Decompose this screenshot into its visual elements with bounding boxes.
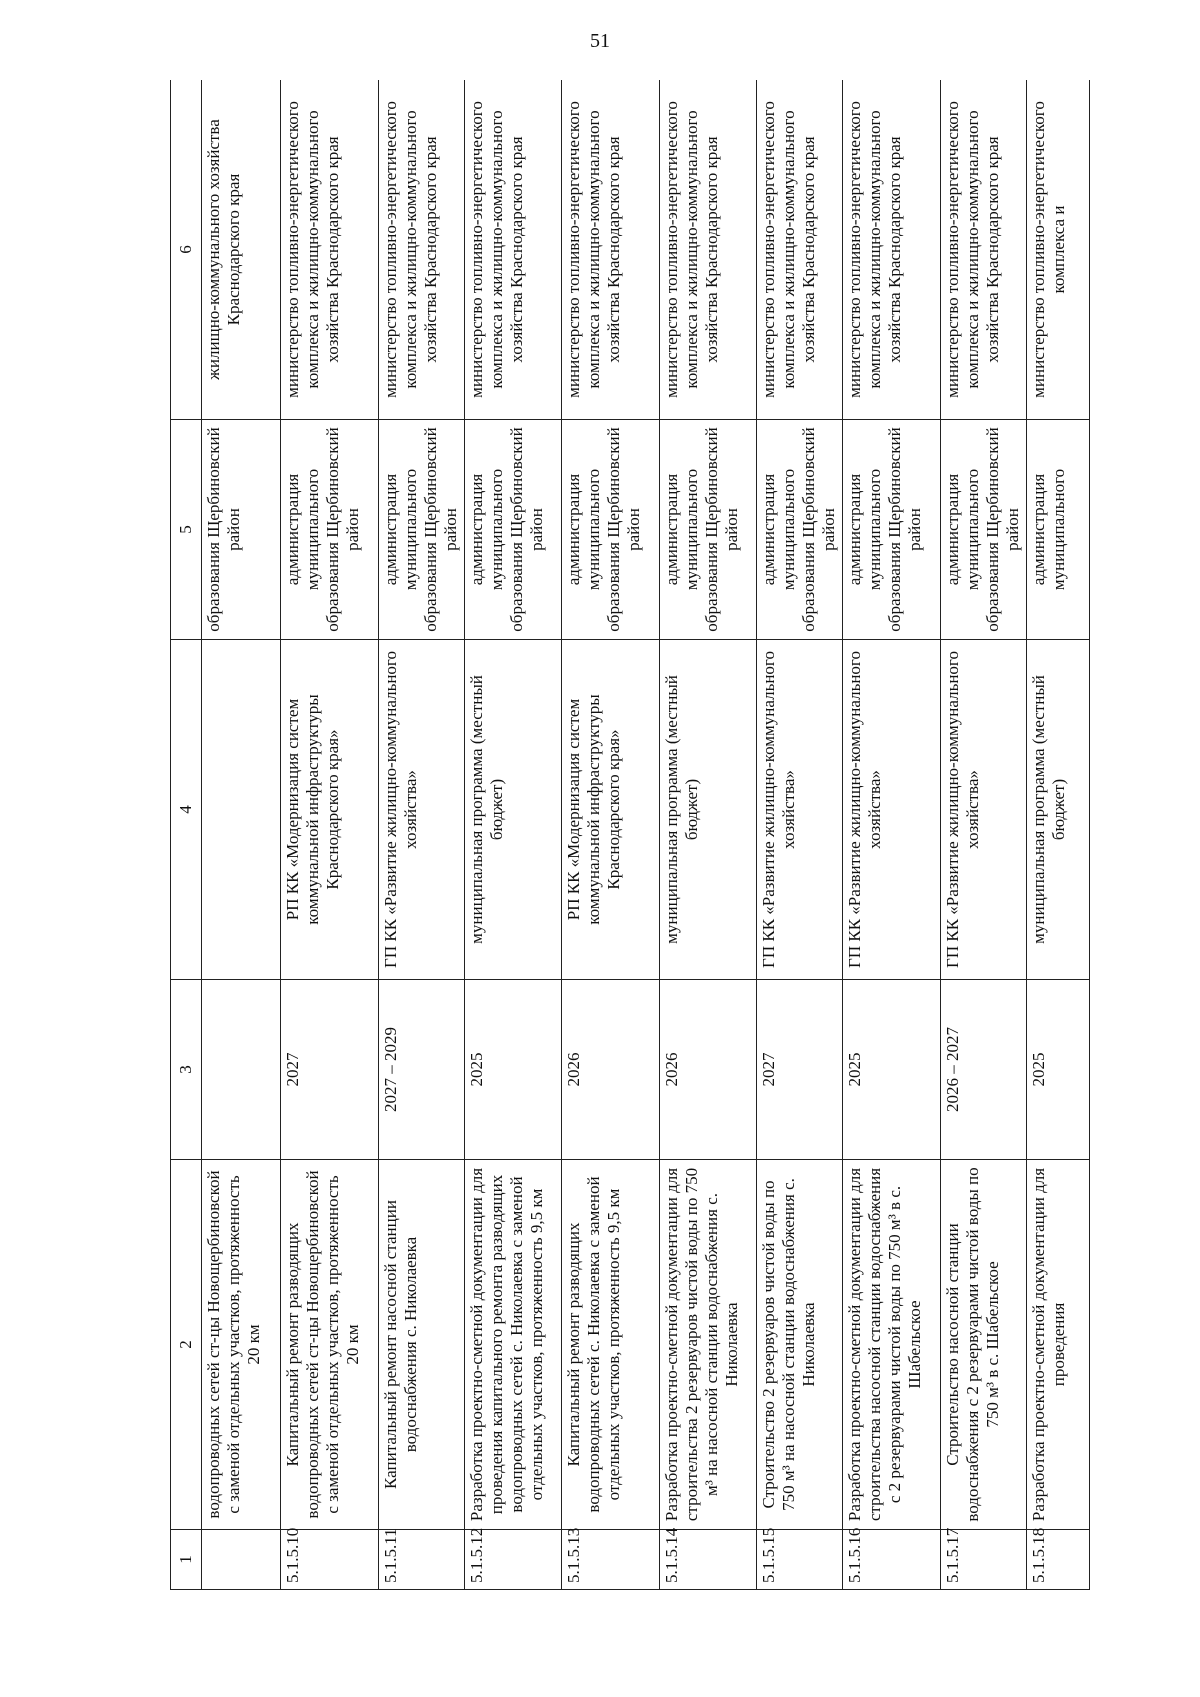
period-cell: 2027 – 2029 bbox=[378, 980, 464, 1160]
measure-description-cell: Капитальный ремонт разводящих водопроводных сетей ст-цы Новощербиновской с заменой отдельных участков, протяженность 20 км bbox=[281, 1160, 378, 1530]
program-name-cell: муниципальная программа (местный бюджет) bbox=[1027, 640, 1090, 980]
executor-cell: образования Щербиновский район bbox=[202, 420, 281, 640]
rotated-table-container bbox=[170, 80, 1090, 1590]
period-cell bbox=[202, 980, 281, 1160]
program-name-cell: ГП КК «Развитие жилищно-коммунального хозяйства» bbox=[940, 640, 1026, 980]
table-row bbox=[1027, 80, 1090, 1590]
co-executor-cell: министерство топливно-энергетического комплекса и жилищно-коммунального хозяйства Краснодарского края bbox=[659, 80, 756, 420]
program-name-cell: ГП КК «Развитие жилищно-коммунального хозяйства» bbox=[843, 640, 940, 980]
table-row bbox=[464, 80, 561, 1590]
table-row bbox=[757, 80, 843, 1590]
row-number-cell bbox=[202, 1530, 281, 1590]
measure-description-cell: водопроводных сетей ст-цы Новощербиновской с заменой отдельных участков, протяженность 20 км bbox=[202, 1160, 281, 1530]
period-cell: 2026 bbox=[659, 980, 756, 1160]
row-number-cell: 5.1.5.16 bbox=[843, 1530, 940, 1590]
table-row bbox=[659, 80, 756, 1590]
co-executor-cell: министерство топливно-энергетического комплекса и жилищно-коммунального хозяйства Краснодарского края bbox=[562, 80, 659, 420]
program-name-cell: ГП КК «Развитие жилищно-коммунального хозяйства» bbox=[757, 640, 843, 980]
table-row bbox=[378, 80, 464, 1590]
row-number-cell: 5.1.5.14 bbox=[659, 1530, 756, 1590]
row-number-cell: 5.1.5.15 bbox=[757, 1530, 843, 1590]
header-cell-6: 6 bbox=[171, 80, 202, 420]
measure-description-cell: Капитальный ремонт насосной станции водоснабжения с. Николаевка bbox=[378, 1160, 464, 1530]
executor-cell: администрация муниципального образования Щербиновский район bbox=[757, 420, 843, 640]
program-name-cell bbox=[202, 640, 281, 980]
co-executor-cell: министерство топливно-энергетического комплекса и bbox=[1027, 80, 1090, 420]
period-cell: 2026 – 2027 bbox=[940, 980, 1026, 1160]
executor-cell: администрация муниципального образования Щербиновский район bbox=[562, 420, 659, 640]
row-number-cell: 5.1.5.17 bbox=[940, 1530, 1026, 1590]
co-executor-cell: министерство топливно-энергетического комплекса и жилищно-коммунального хозяйства Краснодарского края bbox=[378, 80, 464, 420]
table-body bbox=[202, 80, 1090, 1590]
row-number-cell: 5.1.5.11 bbox=[378, 1530, 464, 1590]
measure-description-cell: Разработка проектно-сметной документации для строительства 2 резервуаров чистой воды по 750 м³ на насосной станции водоснабжения с. Николаевка bbox=[659, 1160, 756, 1530]
executor-cell: администрация муниципального bbox=[1027, 420, 1090, 640]
period-cell: 2025 bbox=[1027, 980, 1090, 1160]
header-cell-4: 4 bbox=[171, 640, 202, 980]
table-row bbox=[843, 80, 940, 1590]
executor-cell: администрация муниципального образования Щербиновский район bbox=[843, 420, 940, 640]
table-row bbox=[940, 80, 1026, 1590]
measures-table bbox=[170, 80, 1090, 1590]
measure-description-cell: Разработка проектно-сметной документации для проведения капитального ремонта разводящих водопроводных сетей с. Николаевка с заменой отдельных участков, протяженность 9,5 км bbox=[464, 1160, 561, 1530]
period-cell: 2025 bbox=[843, 980, 940, 1160]
program-name-cell: ГП КК «Развитие жилищно-коммунального хозяйства» bbox=[378, 640, 464, 980]
executor-cell: администрация муниципального образования Щербиновский район bbox=[659, 420, 756, 640]
program-name-cell: РП КК «Модернизация систем коммунальной инфраструктуры Краснодарского края» bbox=[281, 640, 378, 980]
table-row bbox=[202, 80, 281, 1590]
executor-cell: администрация муниципального образования Щербиновский район bbox=[940, 420, 1026, 640]
co-executor-cell: министерство топливно-энергетического комплекса и жилищно-коммунального хозяйства Краснодарского края bbox=[464, 80, 561, 420]
row-number-cell: 5.1.5.18 bbox=[1027, 1530, 1090, 1590]
co-executor-cell: министерство топливно-энергетического комплекса и жилищно-коммунального хозяйства Краснодарского края bbox=[940, 80, 1026, 420]
row-number-cell: 5.1.5.12 bbox=[464, 1530, 561, 1590]
header-cell-1: 1 bbox=[171, 1530, 202, 1590]
header-cell-2: 2 bbox=[171, 1160, 202, 1530]
header-row bbox=[171, 80, 202, 1590]
measure-description-cell: Капитальный ремонт разводящих водопроводных сетей с. Николаевка с заменой отдельных участков, протяженность 9,5 км bbox=[562, 1160, 659, 1530]
measure-description-cell: Строительство 2 резервуаров чистой воды по 750 м³ на насосной станции водоснабжения с. Николаевка bbox=[757, 1160, 843, 1530]
measure-description-cell: Разработка проектно-сметной документации для строительства насосной станции водоснабжения с 2 резервуарами чистой воды по 750 м³ в с. Шабельское bbox=[843, 1160, 940, 1530]
co-executor-cell: министерство топливно-энергетического комплекса и жилищно-коммунального хозяйства Краснодарского края bbox=[757, 80, 843, 420]
period-cell: 2027 bbox=[281, 980, 378, 1160]
co-executor-cell: министерство топливно-энергетического комплекса и жилищно-коммунального хозяйства Краснодарского края bbox=[281, 80, 378, 420]
program-name-cell: муниципальная программа (местный бюджет) bbox=[464, 640, 561, 980]
row-number-cell: 5.1.5.10 bbox=[281, 1530, 378, 1590]
executor-cell: администрация муниципального образования Щербиновский район bbox=[281, 420, 378, 640]
period-cell: 2025 bbox=[464, 980, 561, 1160]
executor-cell: администрация муниципального образования Щербиновский район bbox=[378, 420, 464, 640]
table-row bbox=[281, 80, 378, 1590]
header-cell-5: 5 bbox=[171, 420, 202, 640]
period-cell: 2026 bbox=[562, 980, 659, 1160]
program-name-cell: РП КК «Модернизация систем коммунальной инфраструктуры Краснодарского края» bbox=[562, 640, 659, 980]
table-row bbox=[562, 80, 659, 1590]
co-executor-cell: жилищно-коммунального хозяйства Краснодарского края bbox=[202, 80, 281, 420]
row-number-cell: 5.1.5.13 bbox=[562, 1530, 659, 1590]
period-cell: 2027 bbox=[757, 980, 843, 1160]
co-executor-cell: министерство топливно-энергетического комплекса и жилищно-коммунального хозяйства Краснодарского края bbox=[843, 80, 940, 420]
page-number: 51 bbox=[590, 30, 610, 52]
header-cell-3: 3 bbox=[171, 980, 202, 1160]
rotated-table-area bbox=[170, 80, 1090, 1590]
measure-description-cell: Строительство насосной станции водоснабжения с 2 резервуарами чистой воды по 750 м³ в с. Шабельское bbox=[940, 1160, 1026, 1530]
program-name-cell: муниципальная программа (местный бюджет) bbox=[659, 640, 756, 980]
executor-cell: администрация муниципального образования Щербиновский район bbox=[464, 420, 561, 640]
measure-description-cell: Разработка проектно-сметной документации для проведения bbox=[1027, 1160, 1090, 1530]
